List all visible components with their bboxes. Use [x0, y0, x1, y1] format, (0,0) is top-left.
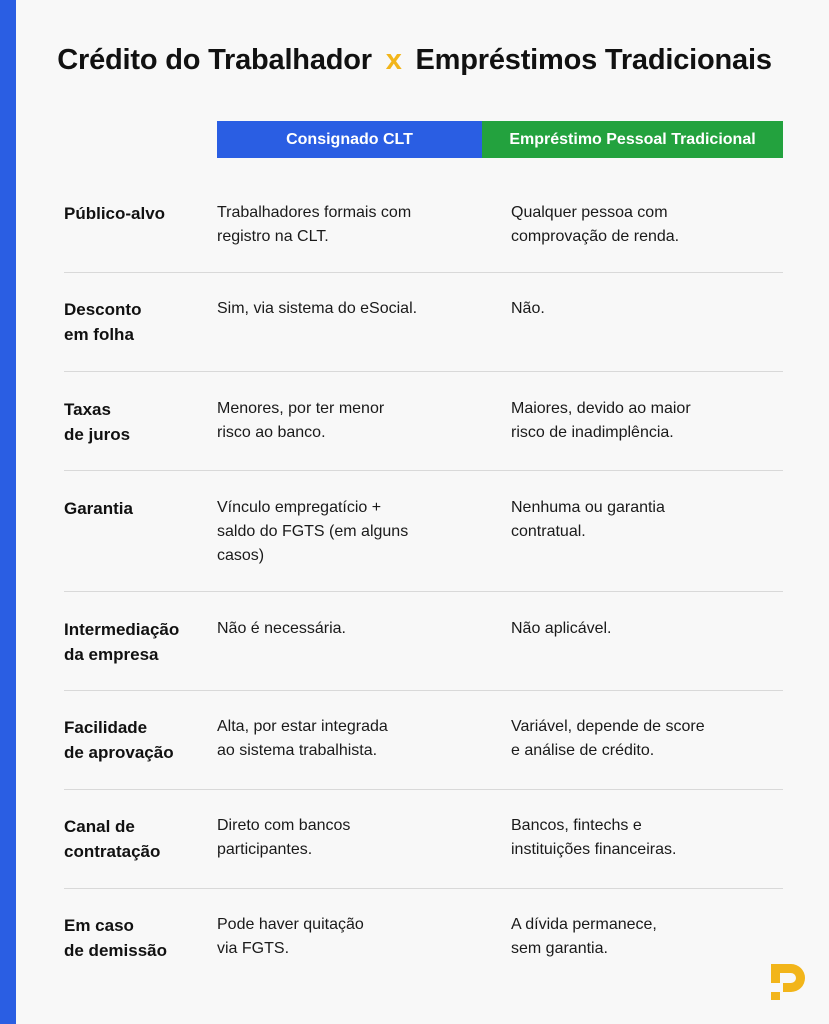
- left-accent-bar: [0, 0, 16, 1024]
- clt-cell: Direto com bancos participantes.: [217, 817, 351, 858]
- clt-cell: Não é necessária.: [217, 620, 346, 637]
- traditional-cell: Bancos, fintechs e instituições financeiras.: [511, 817, 677, 858]
- clt-cell: Trabalhadores formais com registro na CLT.: [217, 204, 412, 245]
- row-divider: [64, 789, 783, 790]
- traditional-cell: Qualquer pessoa com comprovação de renda.: [511, 204, 680, 245]
- clt-cell: Menores, por ter menor risco ao banco.: [217, 400, 385, 441]
- row-label: Canal de contratação: [64, 817, 161, 861]
- clt-cell: Sim, via sistema do eSocial.: [217, 300, 418, 317]
- row-divider: [64, 470, 783, 471]
- traditional-cell: Não aplicável.: [511, 620, 612, 637]
- clt-cell: Pode haver quitação via FGTS.: [217, 916, 364, 957]
- traditional-cell: Variável, depende de score e análise de crédito.: [511, 718, 705, 759]
- page-title: [0, 44, 829, 77]
- row-divider: [64, 690, 783, 691]
- row-label: Desconto em folha: [64, 300, 142, 344]
- row-divider: [64, 591, 783, 592]
- row-label: Facilidade de aprovação: [64, 718, 174, 762]
- row-label: Em caso de demissão: [64, 916, 167, 960]
- traditional-cell: A dívida permanece, sem garantia.: [511, 916, 657, 957]
- row-label: Taxas de juros: [64, 400, 131, 444]
- clt-cell: Alta, por estar integrada ao sistema trabalhista.: [217, 718, 388, 759]
- traditional-cell: Não.: [511, 300, 545, 317]
- traditional-cell: Nenhuma ou garantia contratual.: [511, 499, 665, 540]
- brand-p-logo-icon: [769, 962, 809, 1002]
- row-divider: [64, 371, 783, 372]
- title-separator: x: [385, 44, 402, 76]
- traditional-cell: Maiores, devido ao maior risco de inadimplência.: [511, 400, 691, 441]
- column-header-clt: Consignado CLT: [217, 121, 482, 158]
- row-divider: [64, 272, 783, 273]
- row-label: Público-alvo: [64, 204, 166, 223]
- row-label: Intermediação da empresa: [64, 620, 180, 664]
- title-part-1: Crédito do Trabalhador: [57, 44, 372, 76]
- title-part-2: Empréstimos Tradicionais: [415, 44, 772, 76]
- column-header-traditional: Empréstimo Pessoal Tradicional: [482, 121, 783, 158]
- row-label: Garantia: [64, 499, 133, 518]
- row-divider: [64, 888, 783, 889]
- clt-cell: Vínculo empregatício + saldo do FGTS (em alguns casos): [217, 499, 409, 564]
